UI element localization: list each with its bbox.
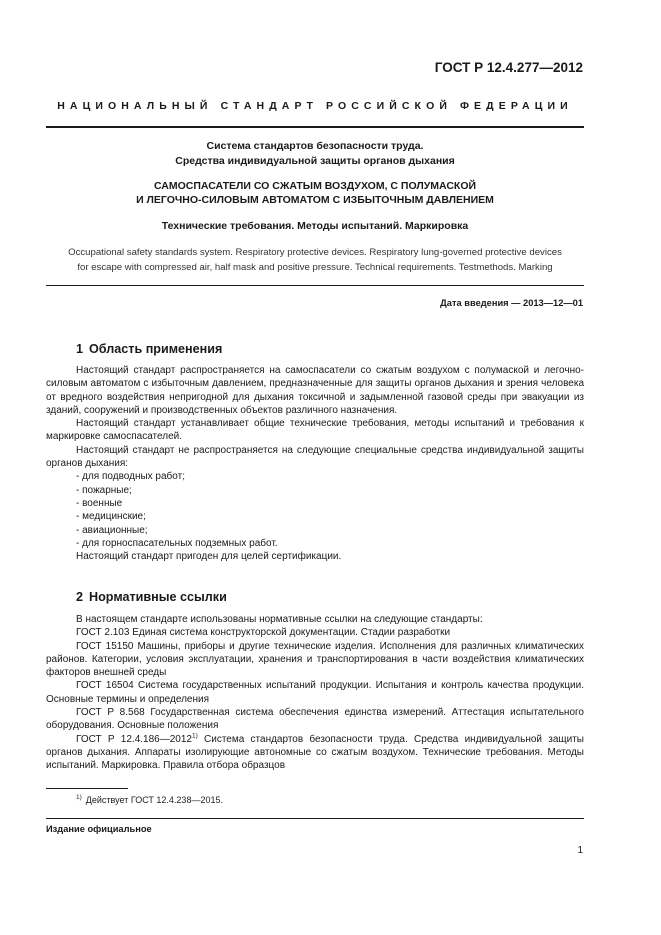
subtitle: Технические требования. Методы испытаний. Маркировка bbox=[161, 220, 469, 232]
section1-heading bbox=[76, 342, 222, 356]
list-item: - медицинские; bbox=[76, 511, 146, 523]
introduction-date: Дата введения — 2013—12—01 bbox=[440, 298, 583, 308]
footer-divider bbox=[46, 818, 584, 819]
page-number: 1 bbox=[577, 845, 583, 856]
section1-paragraph: Настоящий стандарт пригоден для целей сертификации. bbox=[76, 551, 342, 563]
section2-title: Нормативные ссылки bbox=[89, 590, 227, 604]
section2-body bbox=[46, 613, 584, 773]
document-code: ГОСТ Р 12.4.277—2012 bbox=[434, 60, 583, 75]
official-edition-label: Издание официальное bbox=[46, 824, 152, 834]
reference-text: Система стандартов безопасности труда. Средства индивидуальной защиты органов дыхания. Аппараты изолирующие автономные со сжатым воздухом. Технические требования. Методы испытаний. Маркировка. Правила отбора образцов bbox=[46, 733, 584, 772]
english-title bbox=[46, 245, 584, 275]
section1-paragraph: Настоящий стандарт не распространяется на следующие специальные средства индивидуальной защиты органов дыхания: bbox=[46, 444, 584, 470]
section2-heading bbox=[76, 590, 227, 604]
list-item: - для подводных работ; bbox=[76, 471, 185, 483]
section1-body bbox=[46, 364, 584, 563]
title-system bbox=[46, 139, 584, 169]
footnote-marker[interactable]: 1) bbox=[191, 732, 198, 740]
title-system-line2: Средства индивидуальной защиты органов дыхания bbox=[175, 155, 455, 167]
footnote-mark: 1) bbox=[76, 794, 82, 801]
main-title bbox=[46, 179, 584, 207]
footnote-text: Действует ГОСТ 12.4.238—2015. bbox=[85, 795, 223, 805]
main-title-line1: САМОСПАСАТЕЛИ СО СЖАТЫМ ВОЗДУХОМ, С ПОЛУМАСКОЙ bbox=[153, 180, 477, 192]
list-item: - авиационные; bbox=[76, 524, 148, 536]
footnote-divider bbox=[46, 788, 128, 789]
section1-number: 1 bbox=[76, 342, 84, 356]
normative-reference: ГОСТ Р 8.568 Государственная система обеспечения единства измерений. Аттестация испытательного оборудования. Основные положения bbox=[46, 707, 584, 732]
normative-reference bbox=[46, 733, 584, 773]
title-system-line1: Система стандартов безопасности труда. bbox=[206, 140, 424, 152]
normative-reference: ГОСТ 16504 Система государственных испытаний продукции. Испытания и контроль качества продукции. Основные термины и определения bbox=[46, 680, 584, 705]
list-item: - пожарные; bbox=[76, 484, 132, 496]
national-standard-banner: НАЦИОНАЛЬНЫЙ СТАНДАРТ РОССИЙСКОЙ ФЕДЕРАЦИИ bbox=[57, 100, 573, 112]
list-item: - для горноспасательных подземных работ. bbox=[76, 537, 278, 549]
footnote bbox=[76, 794, 223, 805]
list-item: - военные bbox=[76, 497, 123, 509]
section1-paragraph: Настоящий стандарт распространяется на самоспасатели со сжатым воздухом с полумаской и легочно-силовым автоматом с избыточным давлением, предназначенные для защиты органов дыхания и зрения человека от вредного воздействия непригодной для дыхания токсичной и задымленной газовой среды при эвакуации из зданий, сооружений и производственных объектов различного назначения. bbox=[46, 365, 584, 416]
section1-title: Область применения bbox=[89, 342, 223, 356]
main-title-line2: И ЛЕГОЧНО-СИЛОВЫМ АВТОМАТОМ С ИЗБЫТОЧНЫМ ДАВЛЕНИЕМ bbox=[136, 194, 494, 206]
english-title-line2: for escape with compressed air, half mask and positive pressure. Technical requirements. Testmethods. Marking bbox=[77, 262, 553, 273]
title-divider bbox=[46, 285, 584, 286]
section2-intro: В настоящем стандарте использованы нормативные ссылки на следующие стандарты: bbox=[76, 614, 483, 625]
top-divider bbox=[46, 126, 584, 128]
section1-paragraph: Настоящий стандарт устанавливает общие технические требования, методы испытаний и требования к маркировке самоспасателей. bbox=[46, 418, 584, 443]
english-title-line1: Occupational safety standards system. Respiratory protective devices. Respiratory lung-governed protective devices bbox=[68, 247, 562, 258]
reference-code: ГОСТ Р 12.4.186—2012 bbox=[76, 733, 192, 745]
normative-reference: ГОСТ 2.103 Единая система конструкторской документации. Стадии разработки bbox=[76, 627, 451, 639]
section2-number: 2 bbox=[76, 590, 84, 604]
normative-reference: ГОСТ 15150 Машины, приборы и другие технические изделия. Исполнения для различных климатических районов. Категории, условия эксплуатации, хранения и транспортирования в части воздействия климатических факторов внешней среды bbox=[46, 640, 584, 679]
